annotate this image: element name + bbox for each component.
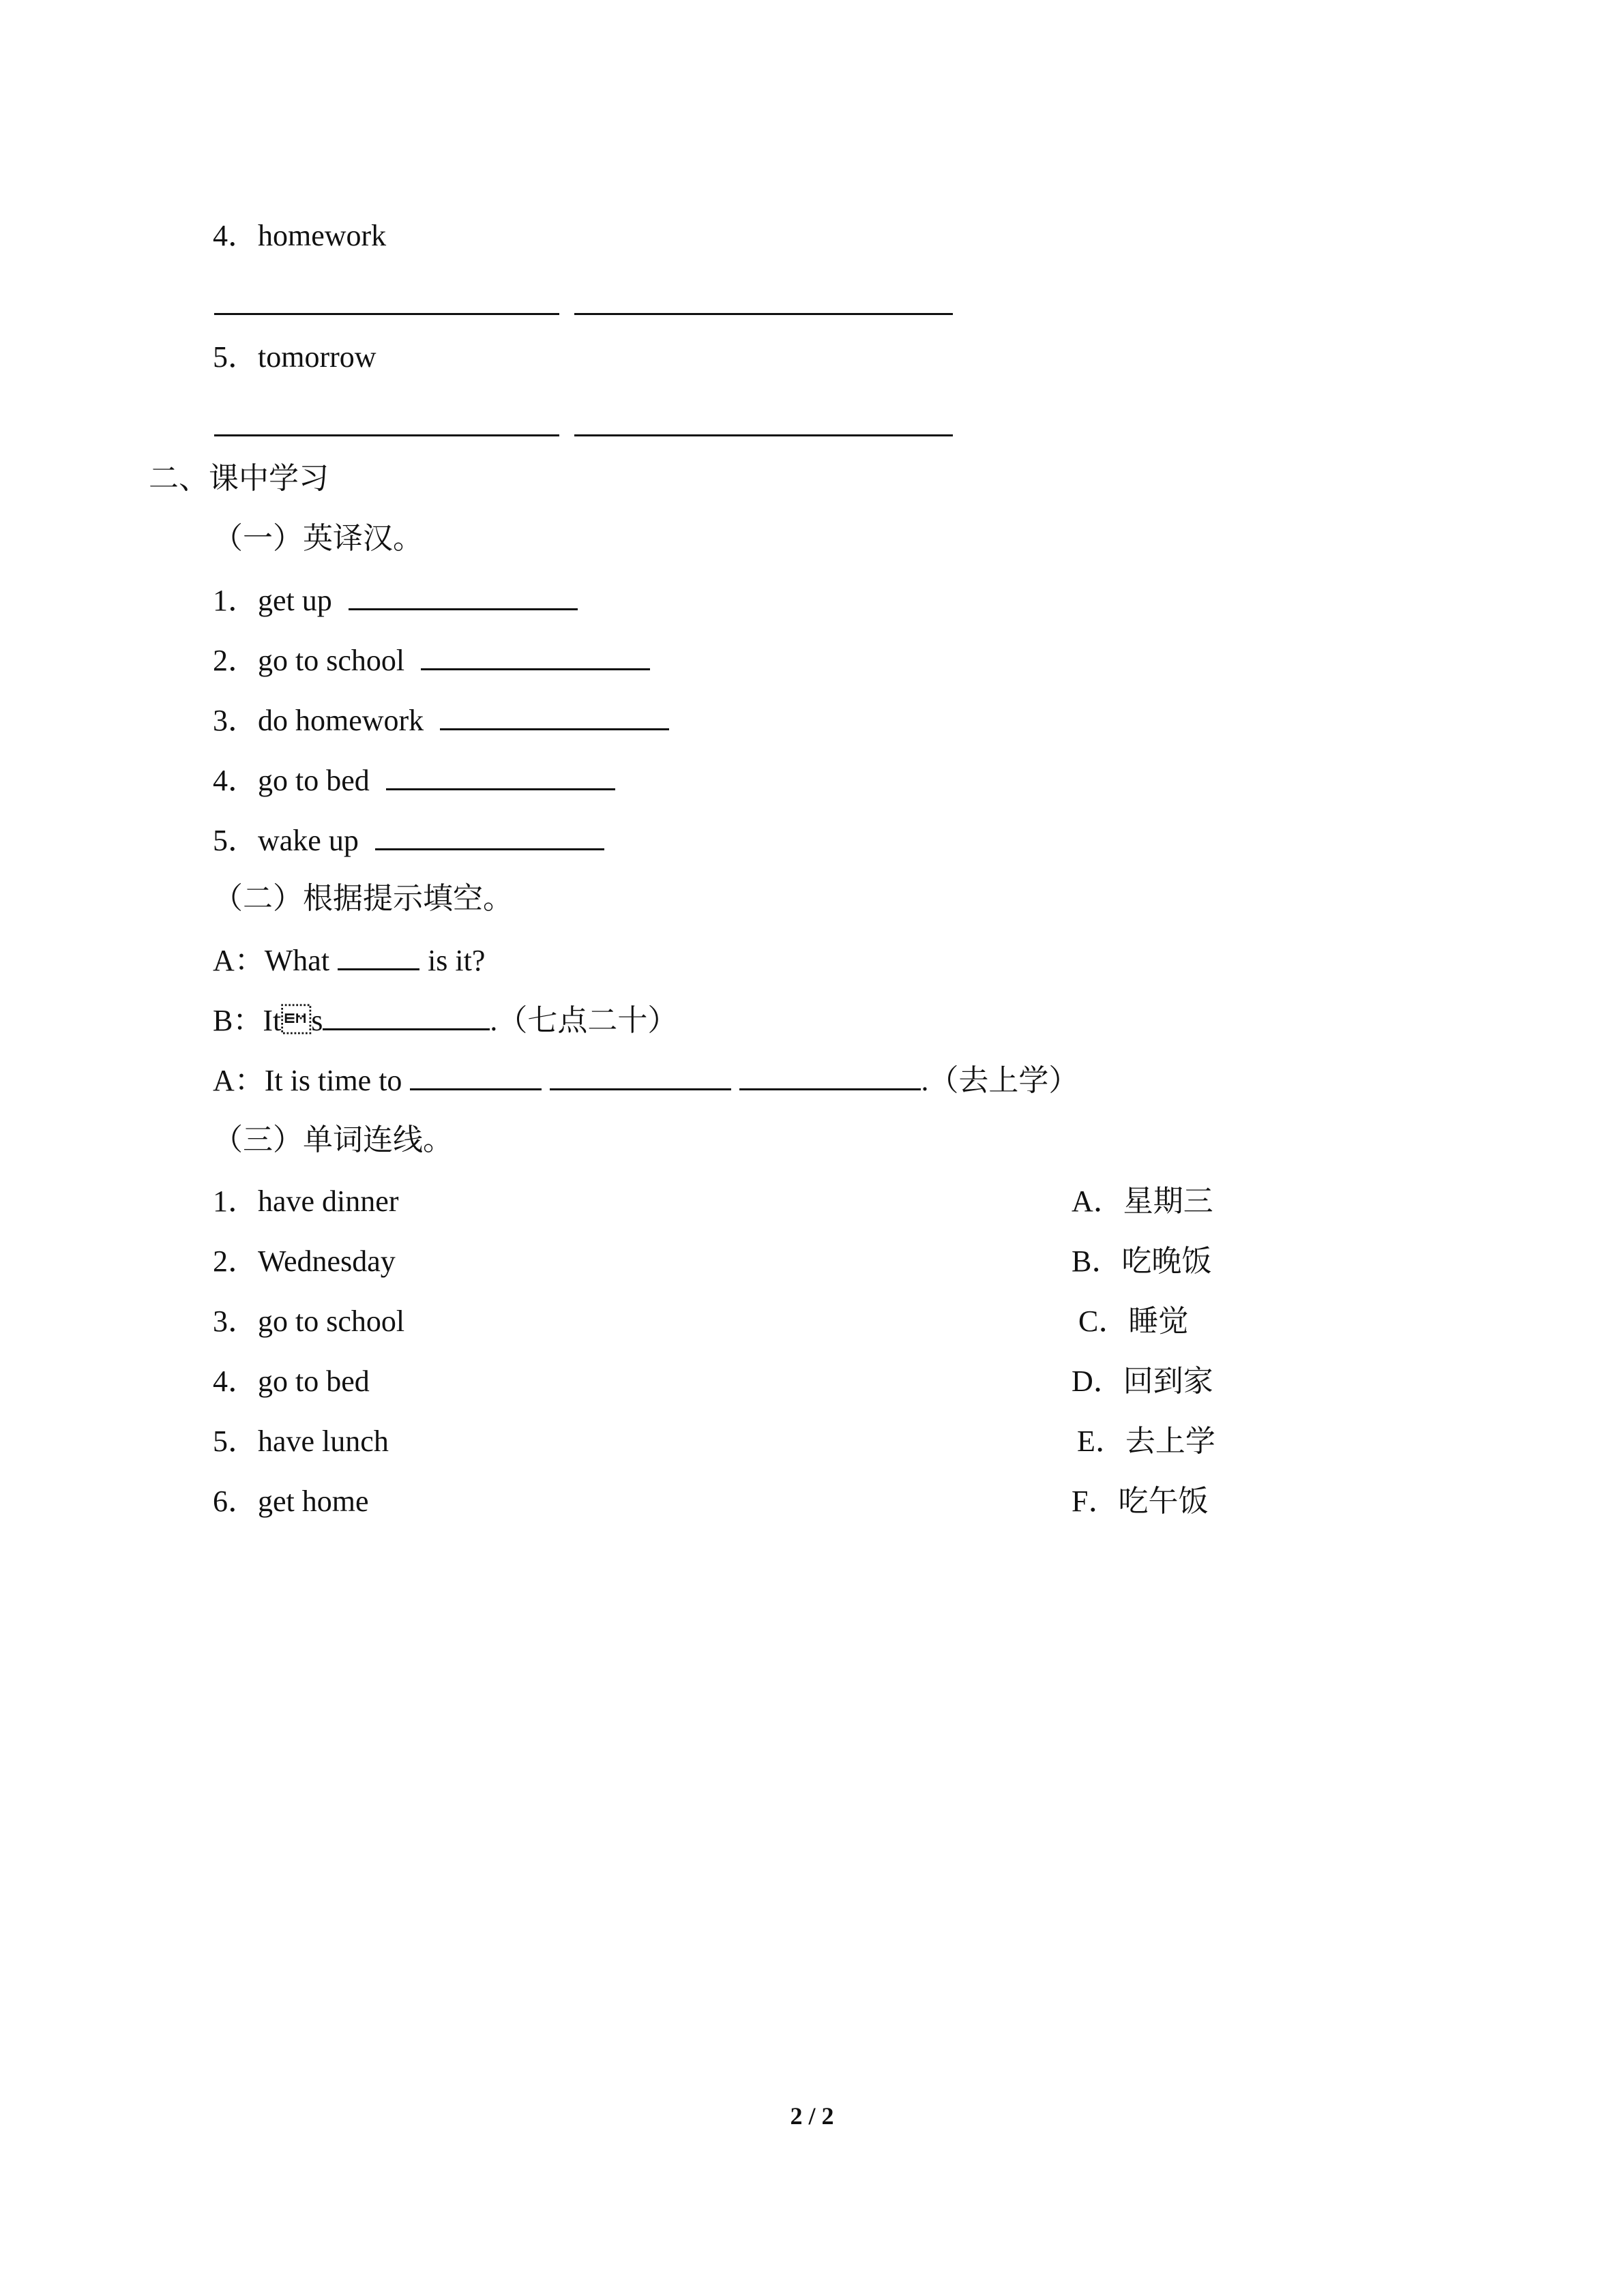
match-left-item[interactable]	[213, 1242, 396, 1281]
part-title: （一）英译汉。	[213, 522, 423, 555]
match-right-item[interactable]	[1078, 1302, 1188, 1341]
option-text: 回到家	[1123, 1365, 1213, 1398]
dialogue-hint: .（七点二十）	[490, 1004, 678, 1037]
answer-blank[interactable]	[386, 761, 615, 790]
item-text: Wednesday	[258, 1244, 396, 1278]
part-title: （三）单词连线。	[213, 1123, 453, 1157]
item-number: 4．	[213, 219, 258, 252]
answer-line[interactable]	[574, 434, 953, 436]
dialogue-hint: .（去上学）	[921, 1064, 1079, 1097]
answer-blank[interactable]	[440, 701, 669, 730]
item-text: get up	[258, 584, 332, 617]
match-left-item[interactable]	[213, 1482, 369, 1521]
item-number: 1．	[213, 584, 258, 617]
item-number: 3．	[213, 1304, 258, 1338]
answer-blank[interactable]	[349, 581, 578, 610]
item-text: go to bed	[258, 764, 370, 797]
item-number: 5．	[213, 340, 258, 374]
translation-item	[213, 641, 650, 680]
answer-blank[interactable]	[338, 941, 419, 970]
item-number: 2．	[213, 644, 258, 677]
match-right-item[interactable]	[1077, 1422, 1215, 1461]
item-number: 1．	[213, 1184, 258, 1218]
option-text: 星期三	[1123, 1184, 1213, 1218]
answer-blank[interactable]	[421, 641, 650, 670]
option-letter: F．	[1072, 1485, 1119, 1518]
vocab-word: homework	[258, 219, 387, 252]
answer-blank[interactable]	[323, 1001, 490, 1030]
item-number: 5．	[213, 824, 258, 857]
item-text: get home	[258, 1485, 369, 1518]
item-number: 5．	[213, 1425, 258, 1458]
translation-item	[213, 701, 669, 740]
match-left-item[interactable]	[213, 1182, 398, 1221]
item-text: have lunch	[258, 1425, 389, 1458]
speaker-label: B：	[213, 1004, 263, 1037]
item-number: 6．	[213, 1485, 258, 1518]
vocab-item	[213, 338, 377, 376]
option-text: 去上学	[1125, 1425, 1215, 1458]
item-text: do homework	[258, 704, 424, 737]
answer-blank[interactable]	[375, 821, 604, 850]
dialogue-line	[213, 1001, 677, 1040]
part-title: （二）根据提示填空。	[213, 882, 513, 915]
vocab-word: tomorrow	[258, 340, 377, 374]
match-right-item[interactable]	[1072, 1182, 1213, 1221]
answer-line[interactable]	[214, 434, 559, 436]
option-letter: E．	[1077, 1425, 1125, 1458]
vocab-item	[213, 217, 386, 255]
item-text: have dinner	[258, 1184, 399, 1218]
speaker-label: A：	[213, 1064, 265, 1097]
item-number: 2．	[213, 1244, 258, 1278]
translation-item	[213, 761, 615, 800]
item-number: 4．	[213, 764, 258, 797]
answer-blank[interactable]	[550, 1061, 731, 1090]
match-right-item[interactable]	[1072, 1362, 1213, 1401]
dialogue-text: It is time to	[264, 1064, 402, 1097]
match-right-item[interactable]	[1072, 1242, 1211, 1281]
dialogue-line	[213, 1061, 1078, 1100]
option-text: 吃午饭	[1118, 1485, 1209, 1518]
page-number: 2 / 2	[790, 2102, 834, 2130]
dialogue-text: What	[264, 944, 330, 977]
item-text: go to school	[258, 644, 405, 677]
section-heading: 二、课中学习	[149, 462, 329, 495]
speaker-label: A：	[213, 944, 265, 977]
option-letter: D．	[1072, 1365, 1123, 1398]
answer-blank[interactable]	[410, 1061, 542, 1090]
match-left-item[interactable]	[213, 1362, 370, 1401]
item-text: go to bed	[258, 1365, 370, 1398]
match-right-item[interactable]	[1072, 1482, 1208, 1521]
dialogue-text: Its	[263, 1004, 323, 1037]
translation-item	[213, 581, 578, 620]
option-text: 睡觉	[1128, 1304, 1189, 1338]
match-left-item[interactable]	[213, 1302, 404, 1341]
item-text: go to school	[258, 1304, 405, 1338]
item-number: 4．	[213, 1365, 258, 1398]
option-letter: B．	[1072, 1244, 1122, 1278]
dialogue-text: is it?	[428, 944, 486, 977]
translation-item	[213, 821, 604, 860]
item-number: 3．	[213, 704, 258, 737]
dialogue-line	[213, 941, 485, 980]
option-text: 吃晚饭	[1121, 1244, 1212, 1278]
option-letter: C．	[1078, 1304, 1129, 1338]
option-letter: A．	[1072, 1184, 1123, 1218]
answer-blank[interactable]	[739, 1061, 921, 1090]
item-text: wake up	[258, 824, 359, 857]
answer-line[interactable]	[214, 313, 559, 315]
answer-line[interactable]	[574, 313, 953, 315]
match-left-item[interactable]	[213, 1422, 389, 1461]
